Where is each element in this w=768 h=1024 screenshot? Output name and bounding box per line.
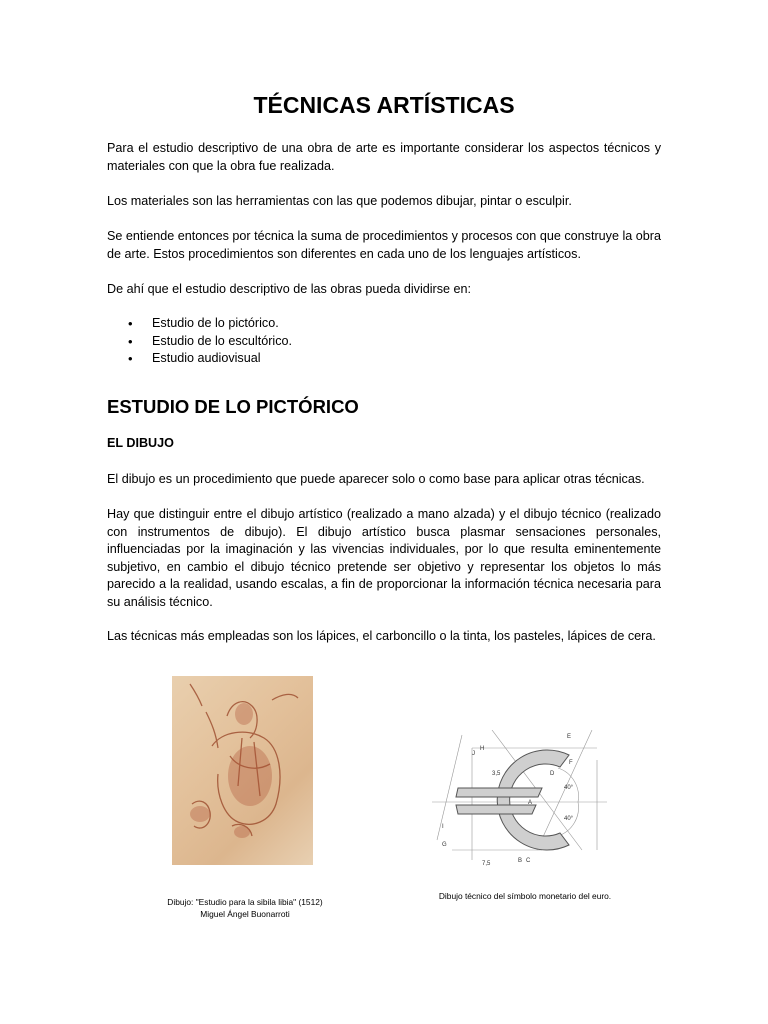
division-paragraph: De ahí que el estudio descriptivo de las obras pueda dividirse en: xyxy=(107,282,472,296)
label-c: C xyxy=(526,858,531,864)
label-h: H xyxy=(480,746,485,752)
techniques-paragraph: Las técnicas más empleadas son los lápices, el carboncillo o la tinta, los pasteles, lápices de cera. xyxy=(107,629,656,643)
page-title: TÉCNICAS ARTÍSTICAS xyxy=(253,92,515,118)
subsection-heading: EL DIBUJO xyxy=(107,436,174,450)
euro-symbol-drawing xyxy=(432,730,612,870)
label-f: F xyxy=(569,760,573,766)
list-item: • Estudio audiovisual xyxy=(107,350,292,368)
label-a: A xyxy=(528,800,533,806)
label-dim-75: 7,5 xyxy=(482,861,491,867)
label-e: E xyxy=(567,734,572,740)
section-heading: ESTUDIO DE LO PICTÓRICO xyxy=(107,396,359,417)
sibyl-sketch-image xyxy=(172,676,313,865)
label-angle-bottom: 40° xyxy=(564,816,574,822)
label-dim-35: 3,5 xyxy=(492,771,501,777)
label-b: B xyxy=(518,858,523,864)
technique-paragraph: Se entiende entonces por técnica la suma de procedimientos y procesos con que construye la obra de arte. Estos procedimientos son diferentes en cada uno de los lenguajes artísticos. xyxy=(107,229,661,261)
label-d: D xyxy=(550,771,555,777)
caption-line: Miguel Ángel Buonarroti xyxy=(200,909,290,919)
dibujo-intro-paragraph: El dibujo es un procedimiento que puede aparecer solo o como base para aplicar otras técnicas. xyxy=(107,472,645,486)
caption-line: Dibujo: "Estudio para la sibila libia" (1512) xyxy=(167,897,323,907)
label-g: G xyxy=(442,842,447,848)
dibujo-types-paragraph: Hay que distinguir entre el dibujo artístico (realizado a mano alzada) y el dibujo técnico (realizado con instrumentos de dibujo). El dibujo artístico busca plasmar sensaciones personales, influenciadas por la imaginación y las vivencias individuales, por lo que resulta eminentemente subjetivo, en cambio el dibujo técnico pretende ser objetivo y representar los objetos lo más parecido a la realidad, usando escalas, a fin de proporcionar la información técnica necesaria para su análisis técnico. xyxy=(107,507,661,609)
materials-paragraph: Los materiales son las herramientas con las que podemos dibujar, pintar o esculpir. xyxy=(107,194,572,208)
euro-technical-drawing xyxy=(432,730,612,870)
list-item: • Estudio de lo pictórico. xyxy=(107,315,292,333)
study-list xyxy=(107,315,292,368)
left-figure-caption xyxy=(140,896,350,920)
intro-paragraph: Para el estudio descriptivo de una obra de arte es importante considerar los aspectos técnicos y materiales con que la obra fue realizada. xyxy=(107,141,661,173)
label-i: I xyxy=(442,824,444,830)
list-item: • Estudio de lo escultórico. xyxy=(107,333,292,351)
label-angle-top: 40° xyxy=(564,785,574,791)
label-j: J xyxy=(472,751,475,757)
sketch-drawing xyxy=(172,676,313,865)
right-figure-caption: Dibujo técnico del símbolo monetario del euro. xyxy=(438,891,612,901)
